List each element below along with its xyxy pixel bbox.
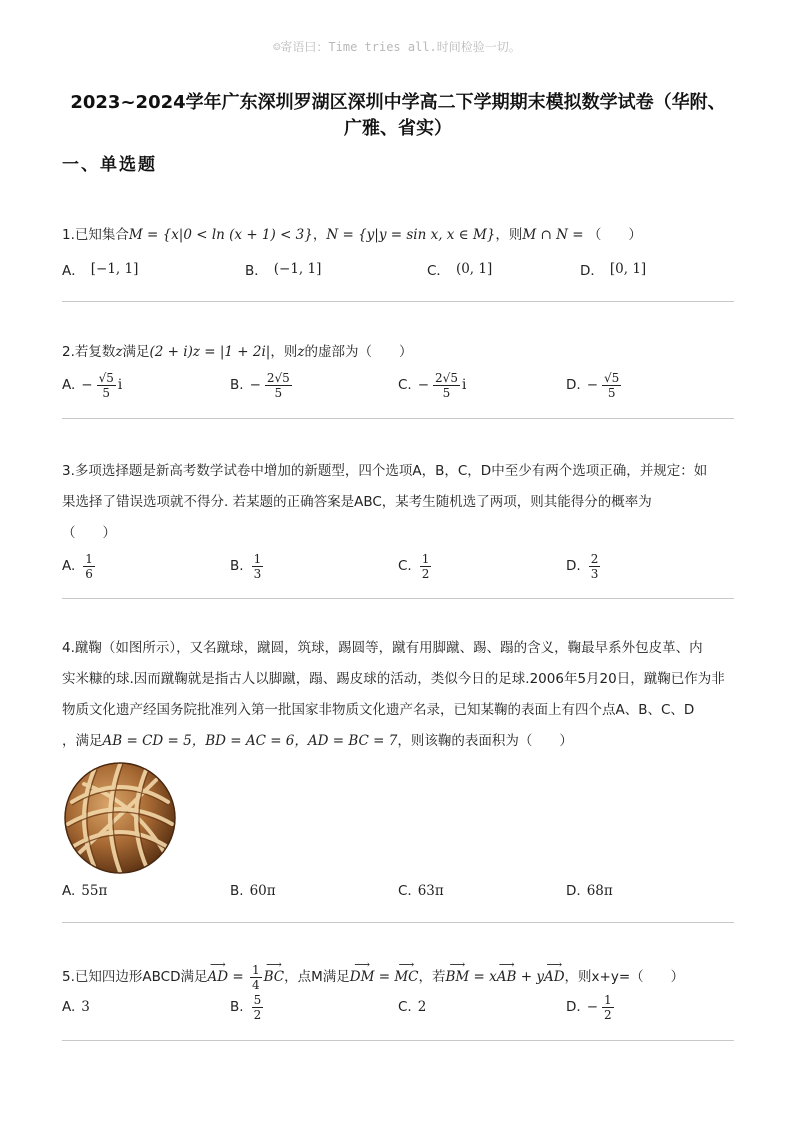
fraction-num: 2√5	[266, 370, 290, 385]
option-label: C．	[427, 263, 450, 279]
option-text: 55π	[81, 883, 108, 899]
fraction-num: 1	[253, 551, 262, 566]
q2-option-a[interactable]	[62, 368, 122, 402]
q3-line-2: 果选择了错误选项就不得分. 若某题的正确答案是ABC，某考生随机选了两项，则其能得分的概率为	[62, 494, 652, 510]
question-2	[62, 337, 734, 368]
q1-set-m: M = {x|0 < ln (x + 1) < 3}	[128, 227, 313, 243]
question-1	[62, 220, 734, 251]
q5-equals: =	[228, 969, 248, 985]
q1-sep: ，	[312, 227, 327, 243]
q5-vector-ad: ⟶ AD	[207, 958, 228, 996]
option-fraction	[252, 552, 264, 581]
fraction-num: √5	[98, 370, 114, 385]
option-label: D．	[580, 263, 604, 279]
option-label: C.	[398, 883, 412, 899]
option-text: 2	[417, 999, 427, 1015]
q5-options	[62, 990, 734, 1024]
q1-blank: （ ）	[587, 227, 642, 243]
divider	[62, 598, 734, 599]
q5-vector-dm: ⟶ DM	[350, 958, 375, 996]
option-text: [0, 1]	[609, 261, 647, 277]
option-text: 60π	[249, 883, 276, 899]
woven-ball-graphic	[64, 762, 176, 874]
q2-suffix-b: 的虚部为（ ）	[304, 344, 413, 360]
option-text: 3	[81, 999, 90, 1015]
q1-ask-prefix: ，则	[495, 227, 523, 243]
q5-plus-y: + y	[516, 969, 544, 985]
q1-option-b[interactable]	[245, 252, 321, 286]
q3-option-c[interactable]	[398, 549, 433, 583]
q2-option-b[interactable]	[230, 368, 294, 402]
q4-line-4-suffix: ，则该鞠的表面积为（ ）	[397, 733, 573, 749]
q2-option-c[interactable]	[398, 368, 466, 402]
option-neg: −	[417, 377, 430, 393]
q5-option-d[interactable]	[566, 990, 616, 1024]
q2-mid: 满足	[122, 344, 150, 360]
fraction-num: 1	[604, 992, 612, 1007]
q5-vector-ad-2: ⟶ AD	[544, 958, 565, 996]
watermark: ☺寄语曰：Time tries all.时间检验一切。	[273, 40, 521, 54]
q1-prefix: 1.已知集合	[62, 227, 129, 243]
option-text: (0, 1]	[455, 261, 493, 277]
q2-suffix-a: ，则	[270, 344, 298, 360]
option-fraction	[252, 993, 264, 1022]
q4-line-2: 实米糠的球.因而蹴鞠就是指古人以脚蹴，蹋、踢皮球的活动，类似今日的足球.2006年5月20日，蹴鞠已作为非	[62, 671, 725, 687]
q4-option-a[interactable]	[62, 874, 107, 908]
option-label: C.	[398, 377, 412, 393]
q2-equation: (2 + i)z = |1 + 2i|	[149, 344, 271, 360]
option-fraction	[97, 371, 116, 400]
fraction-den: 6	[85, 566, 93, 581]
fraction-num: 2	[590, 551, 599, 566]
fraction-num: √5	[604, 370, 620, 385]
option-tail: i	[461, 377, 467, 393]
option-label: D.	[566, 883, 581, 899]
option-label: D.	[566, 999, 581, 1015]
option-fraction	[265, 371, 292, 400]
q4-line-1: 4.蹴鞠（如图所示），又名蹴球，蹴圆，筑球，踢圆等，蹴有用脚蹴、踢、蹋的含义，鞠最早系外包皮革、内	[62, 640, 703, 656]
option-label: A.	[62, 558, 76, 574]
q4-line-4	[62, 726, 734, 757]
option-label: C.	[398, 558, 412, 574]
q2-var-2: z	[297, 344, 305, 360]
q4-line-4-prefix: ，满足	[62, 733, 103, 749]
option-label: C.	[398, 999, 412, 1015]
q4-option-d[interactable]	[566, 874, 613, 908]
q5-vector-ab: ⟶ AB	[497, 958, 517, 996]
q4-option-b[interactable]	[230, 874, 276, 908]
q3-line-1: 3.多项选择题是新高考数学试卷中增加的新题型，四个选项A，B，C，D中至少有两个选项正确，并规定：如	[62, 463, 708, 479]
fraction-den: 3	[253, 566, 262, 581]
q3-line-3: （ ）	[62, 525, 116, 541]
option-label: B.	[230, 377, 244, 393]
divider	[62, 922, 734, 923]
q4-option-c[interactable]	[398, 874, 444, 908]
q5-prefix: 5.已知四边形ABCD满足	[62, 969, 208, 985]
option-label: D.	[566, 377, 581, 393]
q2-prefix: 2.若复数	[62, 344, 116, 360]
option-neg: −	[81, 377, 93, 393]
option-label: A．	[62, 263, 85, 279]
fraction-num: 5	[253, 992, 262, 1007]
question-3	[62, 456, 734, 549]
fraction-num: 1	[85, 551, 93, 566]
fraction-den: 3	[590, 566, 599, 581]
fraction-num: 1	[251, 962, 260, 977]
q4-line-4-math: AB = CD = 5，BD = AC = 6，AD = BC = 7	[102, 733, 398, 749]
divider	[62, 301, 734, 302]
q5-option-b[interactable]	[230, 990, 265, 1024]
divider	[62, 1040, 734, 1041]
option-fraction	[83, 552, 95, 581]
exam-title: 2023~2024学年广东深圳罗湖区深圳中学高二下学期期末模拟数学试卷（华附、广雅、省实）	[70, 92, 726, 139]
option-label: B.	[230, 999, 244, 1015]
fraction-den: 2	[604, 1007, 612, 1022]
option-label: B.	[230, 558, 244, 574]
option-neg: −	[586, 999, 598, 1015]
q5-equals-2: =	[374, 969, 395, 985]
option-fraction	[602, 371, 621, 400]
option-neg: −	[586, 377, 598, 393]
q2-var: z	[115, 344, 123, 360]
q5-option-c[interactable]	[398, 990, 426, 1024]
fraction-den: 4	[251, 977, 260, 992]
q1-set-n: N = {y|y = sin x, x ∈ M}	[326, 227, 496, 243]
q1-option-c[interactable]	[427, 252, 492, 286]
fraction-num: 2√5	[435, 370, 458, 385]
option-text: 68π	[586, 883, 613, 899]
q5-vector-bc: ⟶ BC	[264, 958, 285, 996]
q2-option-d[interactable]	[566, 368, 623, 402]
q3-option-b[interactable]	[230, 549, 265, 583]
cuju-ball-image	[64, 762, 176, 874]
option-label: A.	[62, 999, 76, 1015]
q3-options	[62, 549, 734, 583]
divider	[62, 418, 734, 419]
q1-option-a[interactable]	[62, 252, 138, 286]
q5-vector-mc: ⟶ MC	[394, 958, 418, 996]
option-text: (−1, 1]	[273, 261, 322, 277]
q5-fraction	[250, 963, 262, 992]
option-neg: −	[249, 377, 261, 393]
option-label: D.	[566, 558, 581, 574]
q5-vector-bm: ⟶ BM	[445, 958, 469, 996]
q3-option-a[interactable]	[62, 549, 97, 583]
fraction-den: 2	[421, 566, 430, 581]
fraction-den: 5	[442, 385, 451, 400]
option-fraction	[433, 371, 460, 400]
fraction-num: 1	[421, 551, 430, 566]
q5-tail: ，则x+y=（ ）	[564, 969, 685, 985]
fraction-den: 2	[253, 1007, 262, 1022]
fraction-den: 5	[607, 385, 616, 400]
option-text: [−1, 1]	[90, 261, 139, 277]
fraction-den: 5	[274, 385, 283, 400]
section-title: 一、单选题	[62, 155, 157, 175]
option-label: B.	[230, 883, 244, 899]
q1-options	[62, 252, 734, 286]
option-label: B．	[245, 263, 268, 279]
question-4	[62, 633, 734, 757]
option-fraction	[420, 552, 432, 581]
option-fraction	[589, 552, 601, 581]
q5-mid-1: ，点M满足	[284, 969, 350, 985]
option-label: A.	[62, 883, 76, 899]
q1-option-d[interactable]	[580, 252, 646, 286]
q5-mid-2: ，若	[418, 969, 446, 985]
q1-ask-expr: M ∩ N =	[522, 227, 588, 243]
q4-line-3: 物质文化遗产经国务院批准列入第一批国家非物质文化遗产名录，已知某鞠的表面上有四个点A、B、C、D	[62, 702, 695, 718]
option-tail: i	[117, 377, 123, 393]
option-fraction	[602, 993, 614, 1022]
option-text: 63π	[417, 883, 444, 899]
q3-option-d[interactable]	[566, 549, 602, 583]
q2-options	[62, 368, 734, 402]
q4-options	[62, 874, 734, 908]
fraction-den: 5	[102, 385, 111, 400]
option-label: A.	[62, 377, 76, 393]
q5-eq-x: = x	[469, 969, 497, 985]
q5-option-a[interactable]	[62, 990, 90, 1024]
